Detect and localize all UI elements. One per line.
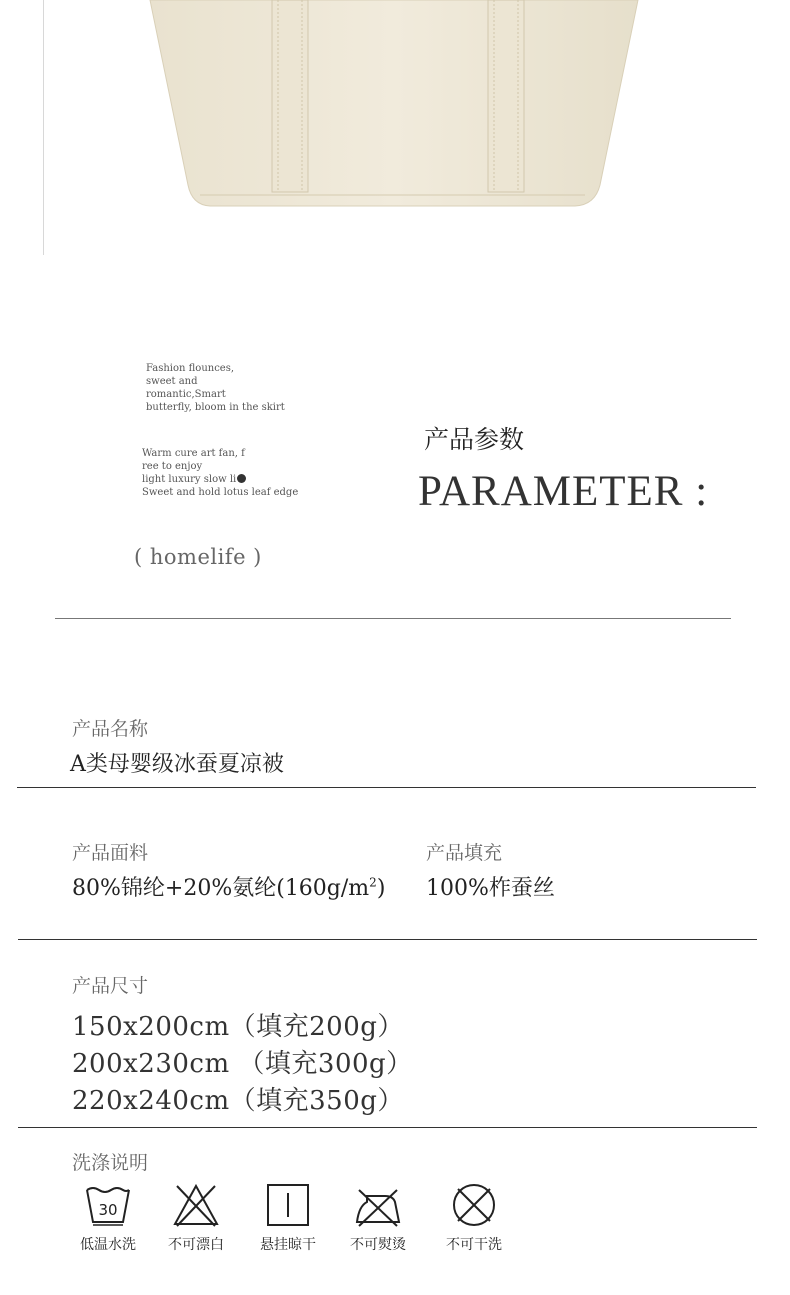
wash-label-text: 不可漂白 xyxy=(168,1237,224,1253)
poem-line: ree to enjoy xyxy=(142,461,203,472)
wash-label-text: 不可干洗 xyxy=(446,1237,502,1253)
poem-line: butterfly, bloom in the skirt xyxy=(146,402,285,413)
name-label: 产品名称 xyxy=(72,718,149,740)
fabric-value xyxy=(72,871,385,902)
hang-dry-icon xyxy=(263,1182,313,1228)
fabric-label: 产品面料 xyxy=(72,842,149,864)
wash-temp-text: 30 xyxy=(98,1201,118,1219)
no-bleach-icon xyxy=(171,1182,221,1228)
tote-bag-illustration xyxy=(0,0,790,260)
filling-value: 100%柞蚕丝 xyxy=(426,876,555,901)
no-iron-icon xyxy=(353,1182,403,1228)
poem-line: sweet and xyxy=(146,376,198,387)
fabric-value-text: 80%锦纶+20%氨纶(160g/m xyxy=(72,876,370,901)
size-option: 200x230cm （填充300g） xyxy=(72,1049,413,1079)
divider xyxy=(18,1127,757,1128)
wash-item-no-dry-clean xyxy=(424,1182,524,1254)
divider xyxy=(17,787,756,788)
wash-label-text: 不可熨烫 xyxy=(350,1237,406,1253)
poem-line: light luxury slow li xyxy=(142,474,237,485)
poem-line: Warm cure art fan, f xyxy=(142,448,245,459)
poem-line: Sweet and hold lotus leaf edge xyxy=(142,487,299,498)
fabric-superscript: 2 xyxy=(369,875,377,890)
size-option: 220x240cm（填充350g） xyxy=(72,1086,404,1116)
poem-block-a xyxy=(146,362,285,414)
wash-item-no-iron xyxy=(328,1182,428,1254)
section-title-en: PARAMETER : xyxy=(418,468,709,515)
poem-line: Fashion flounces, xyxy=(146,363,235,374)
wash-item-hang-dry xyxy=(238,1182,338,1254)
filling-label: 产品填充 xyxy=(426,842,503,864)
no-dry-clean-icon xyxy=(449,1182,499,1228)
wash-label: 洗涤说明 xyxy=(72,1152,149,1174)
name-value: A类母婴级冰蚕夏凉被 xyxy=(70,752,284,777)
fabric-close: ) xyxy=(376,876,386,901)
wash-item-low-temp xyxy=(58,1182,158,1254)
product-image xyxy=(0,0,790,260)
wash-item-no-bleach xyxy=(146,1182,246,1254)
wash-label-text: 悬挂晾干 xyxy=(260,1237,316,1253)
wash-30-icon xyxy=(83,1182,133,1228)
divider-vertical xyxy=(43,0,44,255)
bullet-dot-icon xyxy=(237,474,246,483)
poem-block-b xyxy=(142,447,298,499)
divider xyxy=(55,618,731,619)
size-option: 150x200cm（填充200g） xyxy=(72,1012,404,1042)
section-title-cn: 产品参数 xyxy=(424,425,525,454)
poem-line: romantic,Smart xyxy=(146,389,226,400)
divider xyxy=(18,939,757,940)
wash-label-text: 低温水洗 xyxy=(80,1237,136,1253)
size-label: 产品尺寸 xyxy=(72,975,149,997)
brand-text: ( homelife ) xyxy=(134,545,262,569)
